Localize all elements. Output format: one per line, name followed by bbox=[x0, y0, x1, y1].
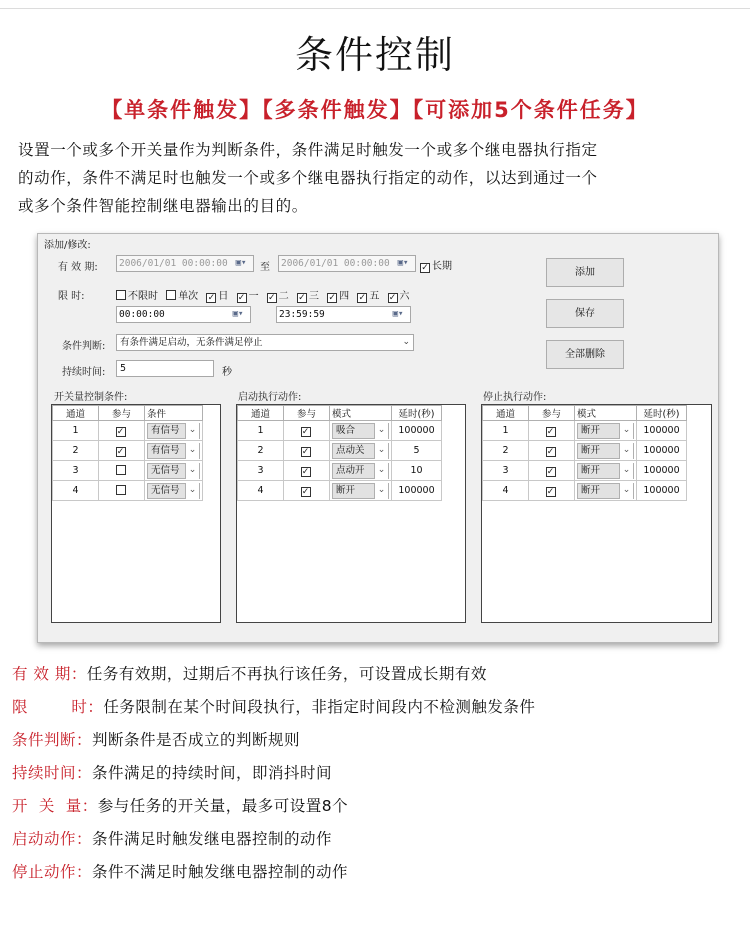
checkbox-icon[interactable]: ✓ bbox=[301, 486, 310, 497]
table-row bbox=[483, 481, 687, 501]
day-option[interactable]: ✓ 日 bbox=[207, 291, 229, 303]
col-header-channel: 通道 bbox=[53, 406, 99, 421]
duration-input[interactable]: 5 bbox=[116, 360, 214, 377]
time-start-picker[interactable] bbox=[116, 306, 251, 323]
checkbox-icon[interactable]: ✓ bbox=[328, 293, 336, 303]
checkbox-icon[interactable]: ✓ bbox=[421, 263, 429, 273]
table-row bbox=[238, 441, 442, 461]
chevron-down-icon[interactable]: ⌄ bbox=[185, 423, 199, 439]
condition-label: 条件判断: bbox=[62, 341, 106, 352]
mode-cell[interactable] bbox=[575, 461, 637, 481]
definition-item bbox=[12, 827, 742, 860]
checkbox-icon[interactable]: ✓ bbox=[358, 293, 367, 303]
top-divider bbox=[0, 8, 750, 9]
day-option[interactable]: ✓ 二 bbox=[267, 291, 289, 303]
mode-select[interactable]: 断开 ⌄ bbox=[577, 423, 634, 439]
chevron-down-icon[interactable]: ⌄ bbox=[374, 423, 388, 439]
delete-all-button[interactable]: 全部删除 bbox=[546, 340, 624, 369]
checkbox-icon[interactable]: ✓ bbox=[546, 486, 555, 497]
table-row bbox=[53, 441, 203, 461]
delay-cell[interactable]: 100000 bbox=[637, 461, 687, 481]
intro-line: 设置一个或多个开关量作为判断条件，条件满足时触发一个或多个继电器执行指定 bbox=[18, 141, 598, 159]
duration-label: 持续时间: bbox=[62, 367, 106, 378]
delay-cell[interactable]: 5 bbox=[392, 441, 442, 461]
day-option[interactable]: ✓ 五 bbox=[358, 291, 380, 303]
definition-term: 持续时间： bbox=[12, 764, 93, 782]
stop-panel-title: 停止执行动作: bbox=[483, 392, 547, 403]
calendar-dropdown-icon[interactable]: ▣▾ bbox=[392, 309, 404, 319]
page-title: 条件控制 bbox=[294, 33, 455, 77]
condition-cell[interactable] bbox=[145, 481, 203, 501]
page-subtitle: 【单条件触发】【多条件触发】【可添加5个条件任务】 bbox=[101, 98, 649, 122]
checkbox-icon[interactable]: ✓ bbox=[301, 466, 310, 477]
intro-line: 的动作，条件不满足时也触发一个或多个继电器执行指定的动作，以达到通过一个 bbox=[18, 169, 598, 187]
condition-value: 有条件满足启动，无条件满足停止 bbox=[120, 337, 263, 348]
join-cell[interactable] bbox=[529, 461, 575, 481]
mode-select[interactable]: 断开 ⌄ bbox=[577, 463, 634, 479]
chevron-down-icon[interactable]: ⌄ bbox=[374, 463, 388, 479]
col-header-condition: 条件 bbox=[145, 406, 203, 421]
definition-item bbox=[12, 794, 742, 827]
duration-unit: 秒 bbox=[222, 367, 232, 378]
channel-cell: 4 bbox=[238, 481, 284, 501]
col-header-mode: 模式 bbox=[575, 406, 637, 421]
end-date-value: 2006/01/01 00:00:00 bbox=[281, 258, 390, 269]
checkbox-icon[interactable]: ✓ bbox=[207, 293, 216, 303]
mode-select[interactable]: 断开 ⌄ bbox=[332, 483, 389, 499]
definition-item bbox=[12, 662, 742, 695]
col-header-join: 参与 bbox=[284, 406, 330, 421]
checkbox-icon[interactable] bbox=[116, 290, 126, 300]
checkbox-icon[interactable]: ✓ bbox=[301, 426, 310, 437]
definition-desc: 条件满足的持续时间，即消抖时间 bbox=[92, 764, 333, 782]
delay-cell[interactable]: 100000 bbox=[392, 421, 442, 441]
definition-term: 条件判断： bbox=[12, 731, 93, 749]
limit-label: 限 时: bbox=[58, 291, 85, 302]
delay-cell[interactable]: 100000 bbox=[637, 441, 687, 461]
join-cell[interactable] bbox=[99, 481, 145, 501]
checkbox-icon[interactable]: ✓ bbox=[116, 426, 125, 437]
start-action-table bbox=[236, 404, 466, 623]
definition-item bbox=[12, 695, 742, 728]
definitions-list bbox=[12, 662, 742, 893]
checkbox-icon[interactable]: ✓ bbox=[267, 293, 276, 303]
mode-cell[interactable] bbox=[330, 481, 392, 501]
definition-item bbox=[12, 860, 742, 893]
table-row bbox=[53, 481, 203, 501]
chevron-down-icon[interactable]: ⌄ bbox=[619, 423, 633, 439]
checkbox-icon[interactable]: ✓ bbox=[546, 466, 555, 477]
add-button[interactable]: 添加 bbox=[546, 258, 624, 287]
long-term-label: 长期 bbox=[432, 261, 452, 272]
table-row bbox=[53, 461, 203, 481]
join-cell[interactable] bbox=[529, 441, 575, 461]
calendar-dropdown-icon[interactable]: ▣▾ bbox=[397, 258, 409, 268]
channel-cell: 1 bbox=[53, 421, 99, 441]
definition-desc: 任务有效期，过期后不再执行该任务，可设置成长期有效 bbox=[86, 665, 487, 683]
group-title: 添加/修改: bbox=[44, 240, 91, 251]
definition-desc: 参与任务的开关量，最多可设置8个 bbox=[97, 797, 349, 815]
join-cell[interactable] bbox=[284, 441, 330, 461]
checkbox-icon[interactable]: ✓ bbox=[301, 446, 310, 457]
channel-cell: 3 bbox=[483, 461, 529, 481]
day-option[interactable]: ✓ 一 bbox=[237, 291, 259, 303]
day-option[interactable]: 不限时 bbox=[116, 291, 158, 302]
col-header-mode: 模式 bbox=[330, 406, 392, 421]
chevron-down-icon[interactable]: ⌄ bbox=[185, 463, 199, 479]
join-cell[interactable] bbox=[529, 421, 575, 441]
condition-select[interactable]: 无信号 ⌄ bbox=[147, 483, 200, 499]
intro-text bbox=[18, 136, 738, 220]
condition-select[interactable] bbox=[116, 334, 414, 351]
stop-action-table bbox=[481, 404, 712, 623]
day-options bbox=[116, 287, 415, 303]
definition-item bbox=[12, 728, 742, 761]
col-header-join: 参与 bbox=[529, 406, 575, 421]
checkbox-icon[interactable]: ✓ bbox=[388, 293, 397, 303]
save-button[interactable]: 保存 bbox=[546, 299, 624, 328]
table-row bbox=[483, 441, 687, 461]
to-label: 至 bbox=[260, 262, 270, 273]
mode-select[interactable]: 吸合 ⌄ bbox=[332, 423, 389, 439]
col-header-channel: 通道 bbox=[483, 406, 529, 421]
mode-cell[interactable] bbox=[330, 441, 392, 461]
condition-control-window bbox=[37, 233, 719, 643]
calendar-dropdown-icon[interactable]: ▣▾ bbox=[232, 309, 244, 319]
stop-grid bbox=[482, 405, 687, 501]
definition-item bbox=[12, 761, 742, 794]
time-end-picker[interactable] bbox=[276, 306, 411, 323]
condition-select[interactable]: 无信号 ⌄ bbox=[147, 463, 200, 479]
switch-panel-title: 开关量控制条件: bbox=[54, 392, 128, 403]
checkbox-icon[interactable] bbox=[166, 290, 176, 300]
chevron-down-icon[interactable]: ⌄ bbox=[619, 443, 633, 459]
time-end-value: 23:59:59 bbox=[279, 309, 325, 320]
condition-cell[interactable] bbox=[145, 441, 203, 461]
chevron-down-icon[interactable]: ⌄ bbox=[374, 483, 388, 499]
day-option[interactable]: ✓ 三 bbox=[298, 291, 319, 303]
chevron-down-icon[interactable]: ⌄ bbox=[185, 443, 199, 459]
col-header-delay: 延时(秒) bbox=[637, 406, 687, 421]
channel-cell: 2 bbox=[53, 441, 99, 461]
chevron-down-icon: ⌄ bbox=[402, 337, 410, 347]
definition-desc: 判断条件是否成立的判断规则 bbox=[92, 731, 301, 749]
day-option[interactable]: ✓ 六 bbox=[388, 291, 410, 303]
channel-cell: 3 bbox=[53, 461, 99, 481]
mode-cell[interactable] bbox=[575, 441, 637, 461]
checkbox-icon[interactable]: ✓ bbox=[116, 446, 125, 457]
channel-cell: 2 bbox=[483, 441, 529, 461]
day-option[interactable]: 单次 bbox=[166, 291, 198, 302]
checkbox-icon[interactable] bbox=[116, 485, 126, 495]
table-row bbox=[238, 461, 442, 481]
table-row bbox=[238, 481, 442, 501]
channel-cell: 4 bbox=[53, 481, 99, 501]
end-date-picker[interactable] bbox=[278, 255, 416, 272]
definition-term: 限 时： bbox=[12, 698, 104, 716]
start-date-picker[interactable] bbox=[116, 255, 254, 272]
mode-select[interactable]: 点动关 ⌄ bbox=[332, 443, 389, 459]
checkbox-icon[interactable]: ✓ bbox=[298, 293, 306, 303]
channel-cell: 1 bbox=[238, 421, 284, 441]
time-start-value: 00:00:00 bbox=[119, 309, 165, 320]
join-cell[interactable] bbox=[529, 481, 575, 501]
checkbox-icon[interactable] bbox=[116, 465, 126, 475]
col-header-join: 参与 bbox=[99, 406, 145, 421]
table-row bbox=[483, 461, 687, 481]
channel-cell: 1 bbox=[483, 421, 529, 441]
start-panel-title: 启动执行动作: bbox=[238, 392, 302, 403]
delay-cell[interactable]: 100000 bbox=[637, 481, 687, 501]
definition-desc: 条件不满足时触发继电器控制的动作 bbox=[92, 863, 349, 881]
col-header-channel: 通道 bbox=[238, 406, 284, 421]
channel-cell: 4 bbox=[483, 481, 529, 501]
mode-cell[interactable] bbox=[330, 421, 392, 441]
definition-term: 开 关 量： bbox=[12, 797, 98, 815]
join-cell[interactable] bbox=[99, 461, 145, 481]
join-cell[interactable] bbox=[99, 441, 145, 461]
validity-label: 有 效 期: bbox=[58, 262, 98, 273]
checkbox-icon[interactable]: ✓ bbox=[237, 293, 246, 303]
table-row bbox=[483, 421, 687, 441]
delay-cell[interactable]: 100000 bbox=[392, 481, 442, 501]
delay-cell[interactable]: 100000 bbox=[637, 421, 687, 441]
delay-cell[interactable]: 10 bbox=[392, 461, 442, 481]
mode-cell[interactable] bbox=[575, 421, 637, 441]
join-cell[interactable] bbox=[284, 461, 330, 481]
switch-condition-table bbox=[51, 404, 221, 623]
join-cell[interactable] bbox=[284, 481, 330, 501]
definition-desc: 任务限制在某个时间段执行，非指定时间段内不检测触发条件 bbox=[103, 698, 536, 716]
chevron-down-icon[interactable]: ⌄ bbox=[185, 483, 199, 499]
table-row bbox=[53, 421, 203, 441]
long-term-checkbox[interactable] bbox=[420, 257, 452, 273]
start-date-value: 2006/01/01 00:00:00 bbox=[119, 258, 228, 269]
mode-cell[interactable] bbox=[575, 481, 637, 501]
join-cell[interactable] bbox=[284, 421, 330, 441]
condition-select[interactable]: 有信号 ⌄ bbox=[147, 423, 200, 439]
condition-cell[interactable] bbox=[145, 421, 203, 441]
definition-desc: 条件满足时触发继电器控制的动作 bbox=[92, 830, 333, 848]
definition-term: 有 效 期： bbox=[12, 665, 87, 683]
start-grid bbox=[237, 405, 442, 501]
switch-grid bbox=[52, 405, 203, 501]
definition-term: 启动动作： bbox=[12, 830, 93, 848]
condition-cell[interactable] bbox=[145, 461, 203, 481]
mode-select[interactable]: 断开 ⌄ bbox=[577, 483, 634, 499]
condition-select[interactable]: 有信号 ⌄ bbox=[147, 443, 200, 459]
intro-line: 或多个条件智能控制继电器输出的目的。 bbox=[18, 197, 308, 215]
join-cell[interactable] bbox=[99, 421, 145, 441]
mode-select[interactable]: 断开 ⌄ bbox=[577, 443, 634, 459]
channel-cell: 2 bbox=[238, 441, 284, 461]
col-header-delay: 延时(秒) bbox=[392, 406, 442, 421]
checkbox-icon[interactable]: ✓ bbox=[546, 426, 555, 437]
table-row bbox=[238, 421, 442, 441]
chevron-down-icon[interactable]: ⌄ bbox=[619, 463, 633, 479]
calendar-dropdown-icon[interactable]: ▣▾ bbox=[235, 258, 247, 268]
mode-select[interactable]: 点动开 ⌄ bbox=[332, 463, 389, 479]
mode-cell[interactable] bbox=[330, 461, 392, 481]
day-option[interactable]: ✓ 四 bbox=[328, 291, 350, 303]
chevron-down-icon[interactable]: ⌄ bbox=[619, 483, 633, 499]
chevron-down-icon[interactable]: ⌄ bbox=[374, 443, 388, 459]
definition-term: 停止动作： bbox=[12, 863, 93, 881]
checkbox-icon[interactable]: ✓ bbox=[546, 446, 555, 457]
channel-cell: 3 bbox=[238, 461, 284, 481]
